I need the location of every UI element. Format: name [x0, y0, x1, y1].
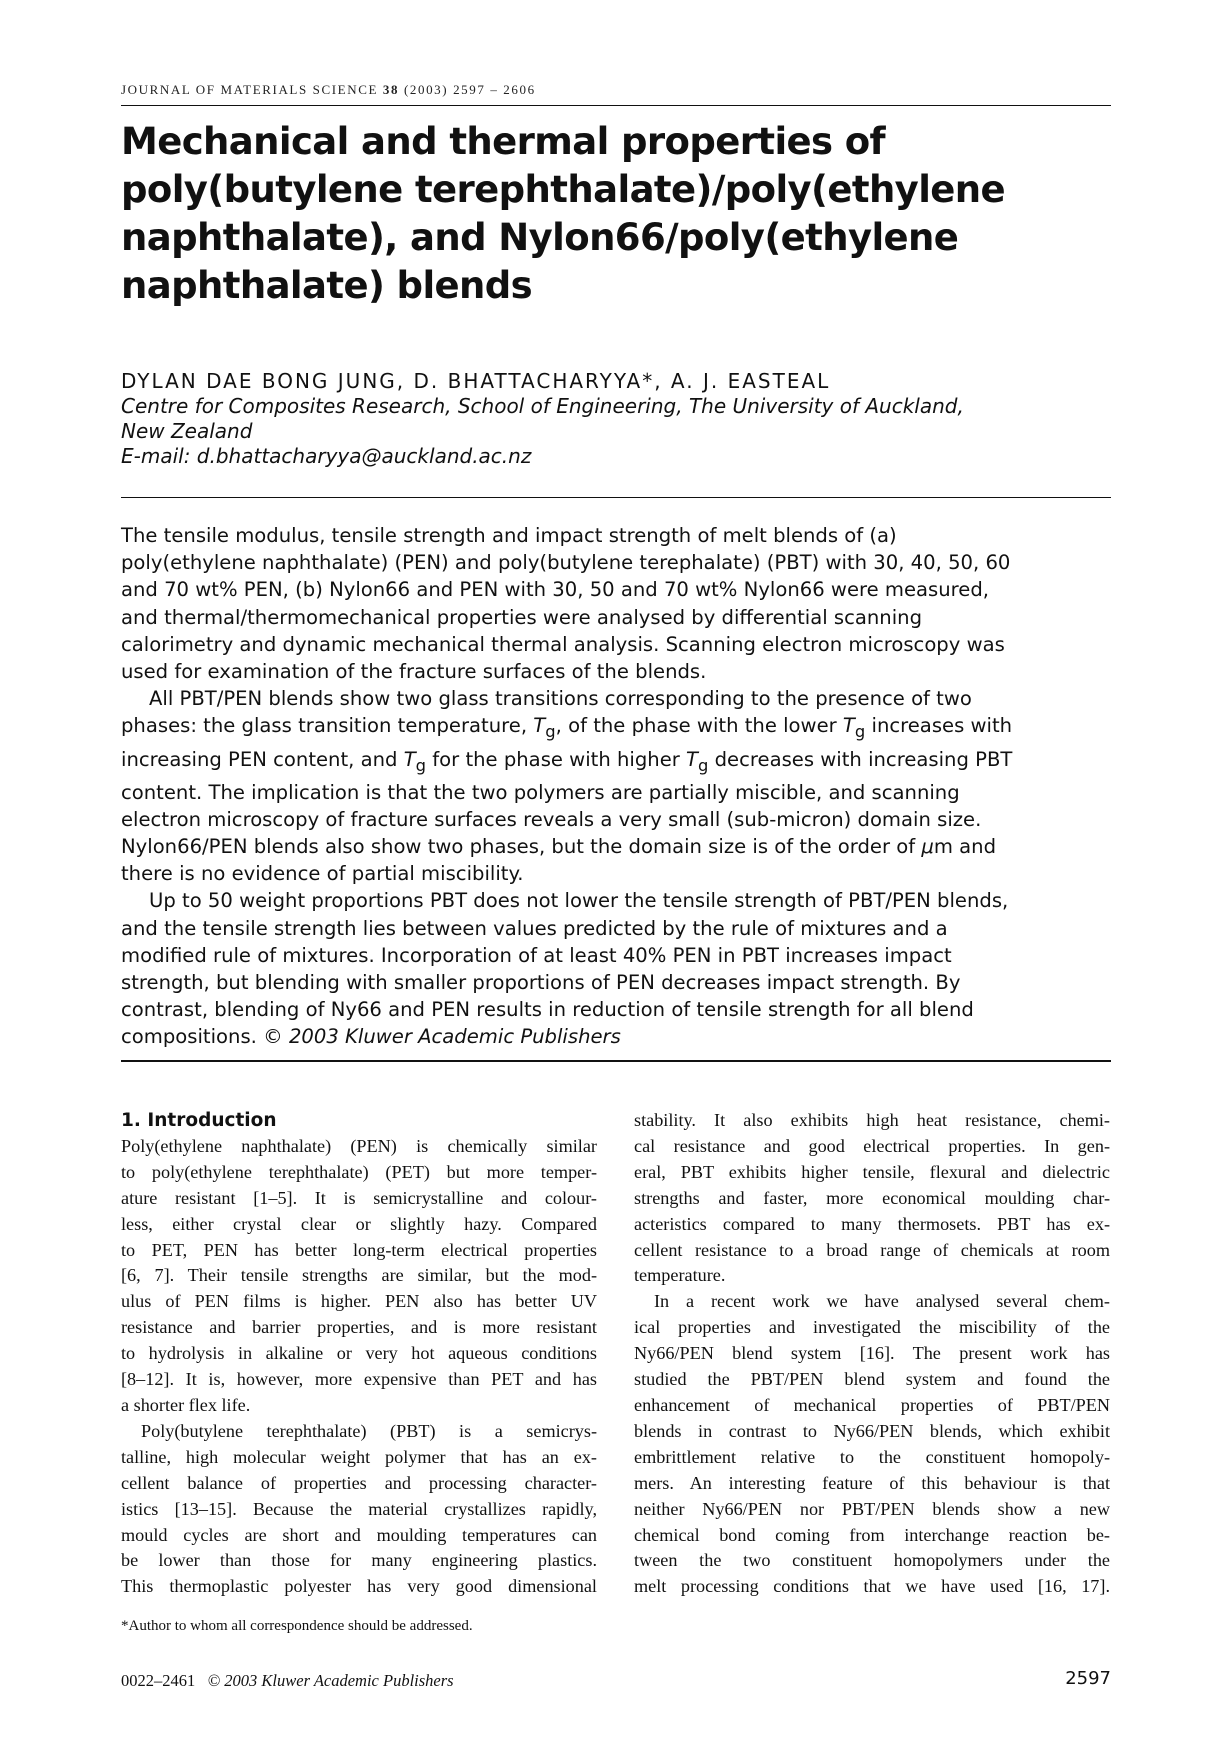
running-head: [121, 82, 1111, 98]
abstract-line: [121, 746, 1111, 779]
section-heading: 1. Introduction: [121, 1110, 277, 1131]
abstract-text: decreases with increasing PBT: [708, 747, 1013, 771]
abstract-text: compositions.: [121, 1025, 264, 1049]
tg-subscript: g: [854, 722, 866, 742]
body-line: a shorter flex life.: [121, 1394, 251, 1415]
body-line: chemical bond coming from interchange reaction be-: [634, 1524, 1110, 1545]
title-line: Mechanical and thermal properties of: [121, 120, 886, 163]
journal-year: (2003): [403, 82, 449, 97]
body-line: studied the PBT/PEN blend system and found the: [634, 1369, 1110, 1390]
journal-name: JOURNAL OF MATERIALS SCIENCE: [121, 82, 379, 97]
page-number: 2597: [1065, 1668, 1111, 1689]
abstract-text: for the phase with higher: [426, 747, 687, 771]
body-line: temperature.: [634, 1265, 726, 1286]
abstract-line: and the tensile strength lies between values predicted by the rule of mixtures and a: [121, 916, 948, 940]
abstract-line: The tensile modulus, tensile strength and impact strength of melt blends of (a): [121, 524, 897, 547]
abstract-line: poly(ethylene naphthalate) (PEN) and poly(butylene terephalate) (PBT) with 30, 40, 50, 60: [121, 551, 1011, 575]
abstract-line: used for examination of the fracture surfaces of the blends.: [121, 660, 707, 684]
abstract-text: increasing PEN content, and: [121, 747, 404, 771]
body-line: stability. It also exhibits high heat resistance, chemi-: [634, 1110, 1110, 1130]
body-line: acteristics compared to many thermosets. PBT has ex-: [634, 1213, 1110, 1234]
body-line: [8–12]. It is, however, more expensive than PET and has: [121, 1369, 597, 1390]
mu-symbol: μ: [921, 835, 934, 859]
abstract: [121, 522, 1111, 1051]
abstract-line: contrast, blending of Ny66 and PEN results in reduction of tensile strength for all blend: [121, 998, 974, 1022]
abstract-line: there is no evidence of partial miscibility.: [121, 862, 524, 886]
tg-subscript: g: [698, 755, 709, 775]
correspondence-footnote: *Author to whom all correspondence should be addressed.: [121, 1618, 473, 1634]
abstract-line: calorimetry and dynamic mechanical thermal analysis. Scanning electron microscopy was: [121, 632, 1005, 656]
affiliation-rule: [121, 497, 1111, 498]
abstract-line: [121, 833, 1111, 860]
body-line: mers. An interesting feature of this behaviour is that: [634, 1472, 1110, 1493]
body-line: eral, PBT exhibits higher tensile, flexural and dielectric: [634, 1161, 1110, 1182]
header-rule: [121, 105, 1111, 106]
abstract-line: modified rule of mixtures. Incorporation of at least 40% PEN in PBT increases impact: [121, 943, 952, 967]
body-line: ical properties and investigated the miscibility of the: [634, 1317, 1110, 1338]
body-line: to PET, PEN has better long-term electrical properties: [121, 1239, 597, 1260]
abstract-text: m and: [933, 835, 997, 859]
body-line: to poly(ethylene terephthalate) (PET) but more temper-: [121, 1161, 597, 1182]
body-line: ature resistant [1–5]. It is semicrystalline and colour-: [121, 1187, 597, 1208]
tg-symbol: T: [842, 714, 855, 738]
body-column-left: [121, 1108, 597, 1600]
tg-symbol: T: [533, 714, 546, 738]
body-line: to hydrolysis in alkaline or very hot aqueous conditions: [121, 1343, 597, 1364]
body-line: talline, high molecular weight polymer that has an ex-: [121, 1446, 597, 1467]
tg-subscript: g: [545, 722, 556, 742]
journal-volume: 38: [382, 82, 400, 97]
abstract-text: , of the phase with the lower: [555, 714, 843, 738]
abstract-line: and 70 wt% PEN, (b) Nylon66 and PEN with 30, 50 and 70 wt% Nylon66 were measured,: [121, 578, 990, 602]
body-line: strengths and faster, more economical moulding char-: [634, 1187, 1110, 1208]
abstract-rule: [121, 1060, 1111, 1062]
body-line: embrittlement relative to the constituent homopoly-: [634, 1446, 1110, 1467]
body-line: This thermoplastic polyester has very good dimensional: [121, 1576, 597, 1597]
contact-email: E-mail: d.bhattacharyya@auckland.ac.nz: [121, 444, 532, 468]
body-line: mould cycles are short and moulding temperatures can: [121, 1524, 597, 1545]
abstract-line: All PBT/PEN blends show two glass transitions corresponding to the presence of two: [149, 687, 972, 711]
body-line: melt processing conditions that we have used [16, 17].: [634, 1576, 1110, 1597]
body-line: cellent resistance to a broad range of chemicals at room: [634, 1239, 1110, 1260]
abstract-line: content. The implication is that the two polymers are partially miscible, and scanning: [121, 780, 960, 804]
abstract-copyright: © 2003 Kluwer Academic Publishers: [263, 1025, 621, 1049]
body-line: [6, 7]. Their tensile strengths are similar, but the mod-: [121, 1265, 597, 1286]
body-line: Poly(ethylene naphthalate) (PEN) is chemically similar: [121, 1135, 597, 1156]
tg-subscript: g: [415, 755, 427, 775]
abstract-text: increases with: [865, 714, 1013, 738]
body-line: cal resistance and good electrical properties. In gen-: [634, 1135, 1110, 1156]
body-line: enhancement of mechanical properties of PBT/PEN: [634, 1394, 1110, 1415]
body-column-right: [634, 1108, 1110, 1600]
footer-copyright: © 2003 Kluwer Academic Publishers: [207, 1671, 454, 1690]
tg-symbol: T: [403, 747, 416, 771]
journal-pages: 2597 – 2606: [453, 82, 536, 97]
issn: 0022–2461: [121, 1671, 196, 1690]
article-title: [121, 118, 1111, 310]
abstract-text: Nylon66/PEN blends also show two phases, but the domain size is of the order of: [121, 835, 922, 859]
body-line: resistance and barrier properties, and is more resistant: [121, 1317, 597, 1338]
body-line: neither Ny66/PEN nor PBT/PEN blends show a new: [634, 1498, 1110, 1519]
body-line: istics [13–15]. Because the material crystallizes rapidly,: [121, 1498, 597, 1519]
abstract-line: [121, 1023, 1111, 1050]
author-list: DYLAN DAE BONG JUNG, D. BHATTACHARYYA*, A. J. EASTEAL: [121, 369, 831, 393]
abstract-line: [121, 712, 1111, 745]
abstract-line: electron microscopy of fracture surfaces reveals a very small (sub-micron) domain size.: [121, 807, 982, 831]
abstract-line: and thermal/thermomechanical properties were analysed by differential scanning: [121, 605, 923, 629]
title-line: naphthalate) blends: [121, 264, 533, 307]
abstract-line: Up to 50 weight proportions PBT does not lower the tensile strength of PBT/PEN blends,: [149, 889, 1009, 913]
body-line: tween the two constituent homopolymers under the: [634, 1550, 1110, 1571]
page-footer: [121, 1671, 454, 1691]
abstract-text: phases: the glass transition temperature,: [121, 714, 534, 738]
affiliation-line: New Zealand: [121, 419, 253, 443]
title-line: poly(butylene terephthalate)/poly(ethylene: [121, 168, 1006, 211]
author-affiliation: [121, 394, 1111, 469]
tg-symbol: T: [686, 747, 699, 771]
body-line: Ny66/PEN blend system [16]. The present work has: [634, 1343, 1110, 1364]
affiliation-line: Centre for Composites Research, School of Engineering, The University of Auckland,: [121, 394, 964, 418]
body-line: less, either crystal clear or slightly hazy. Compared: [121, 1213, 597, 1234]
body-line: Poly(butylene terephthalate) (PBT) is a semicrys-: [141, 1420, 597, 1441]
abstract-line: strength, but blending with smaller proportions of PEN decreases impact strength. By: [121, 971, 961, 995]
title-line: naphthalate), and Nylon66/poly(ethylene: [121, 216, 959, 259]
body-line: ulus of PEN films is higher. PEN also has better UV: [121, 1291, 597, 1312]
body-line: be lower than those for many engineering plastics.: [121, 1550, 597, 1571]
body-line: cellent balance of properties and processing character-: [121, 1472, 597, 1493]
body-line: In a recent work we have analysed several chem-: [654, 1291, 1110, 1312]
body-line: blends in contrast to Ny66/PEN blends, which exhibit: [634, 1420, 1110, 1441]
